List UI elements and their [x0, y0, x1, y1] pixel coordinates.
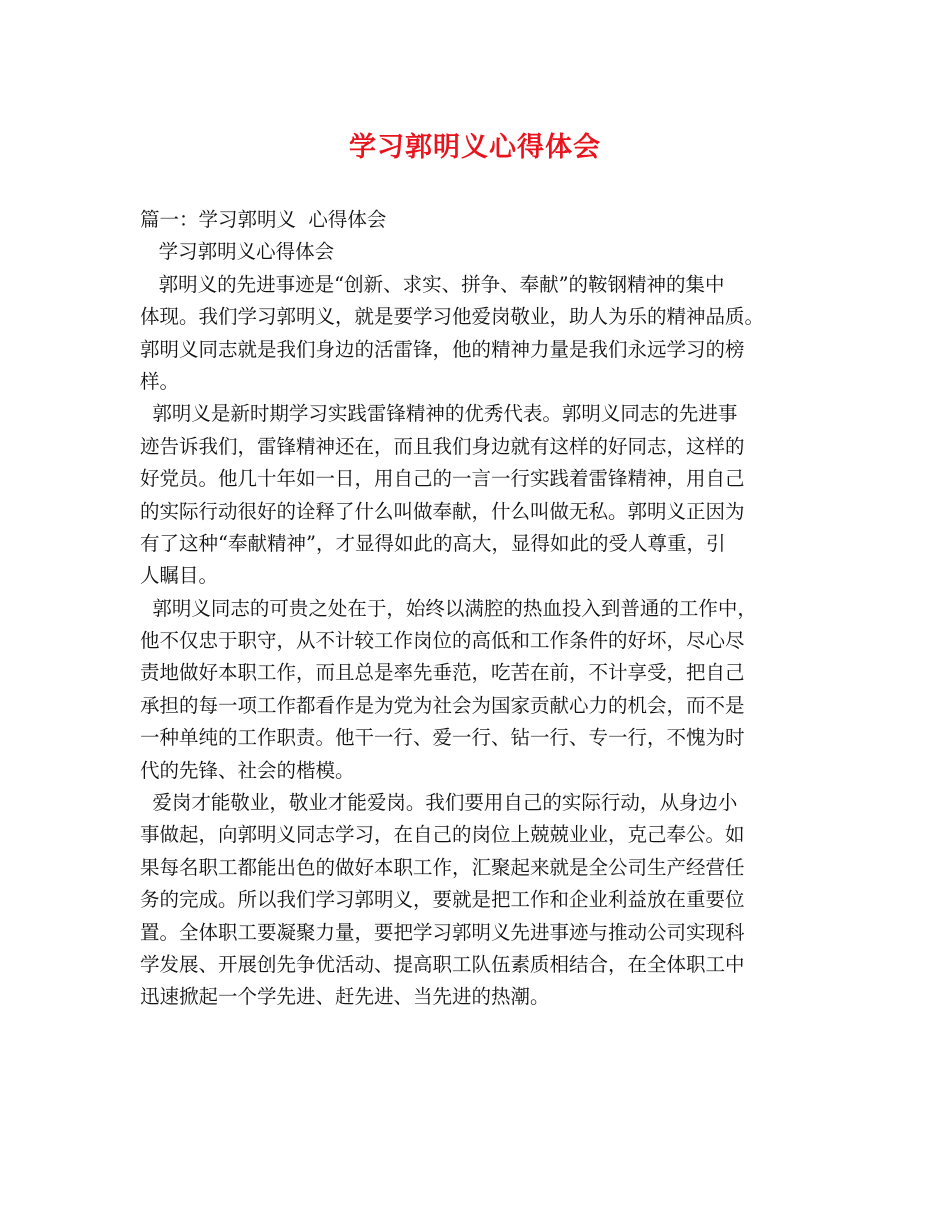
body-line: 郭明义的先进事迹是“创新、求实、拼争、奉献”的鞍钢精神的集中 [140, 272, 725, 296]
body-line: 他不仅忠于职守，从不计较工作岗位的高低和工作条件的好坏，尽心尽 [140, 629, 745, 653]
body-line: 样。 [140, 369, 180, 393]
body-line: 郭明义同志就是我们身边的活雷锋，他的精神力量是我们永远学习的榜 [140, 337, 745, 361]
body-line: 承担的每一项工作都看作是为党为社会为国家贡献心力的机会，而不是 [140, 693, 745, 717]
body-line: 务的完成。所以我们学习郭明义，要就是把工作和企业利益放在重要位 [140, 888, 745, 912]
body-line: 一种单纯的工作职责。他干一行、爱一行、钻一行、专一行，不愧为时 [140, 726, 745, 750]
body-line: 体现。我们学习郭明义，就是要学习他爱岗敬业，助人为乐的精神品质。 [140, 305, 765, 329]
body-line: 果每名职工都能出色的做好本职工作，汇聚起来就是全公司生产经营任 [140, 855, 745, 879]
body-line: 迅速掀起一个学先进、赶先进、当先进的热潮。 [140, 985, 550, 1009]
body-line: 学发展、开展创先争优活动、提高职工队伍素质相结合，在全体职工中 [140, 952, 745, 976]
document-title: 学习郭明义心得体会 [349, 132, 601, 163]
body-line: 郭明义是新时期学习实践雷锋精神的优秀代表。郭明义同志的先进事 [140, 402, 738, 426]
body-line: 迹告诉我们，雷锋精神还在，而且我们身边就有这样的好同志，这样的 [140, 434, 745, 458]
body-line: 的实际行动很好的诠释了什么叫做奉献，什么叫做无私。郭明义正因为 [140, 499, 745, 523]
body-line: 学习郭明义心得体会 [140, 240, 335, 264]
body-line: 好党员。他几十年如一日，用自己的一言一行实践着雷锋精神，用自己 [140, 467, 745, 491]
body-line: 置。全体职工要凝聚力量，要把学习郭明义先进事迹与推动公司实现科 [140, 920, 745, 944]
body-line: 代的先锋、社会的楷模。 [140, 758, 355, 782]
body-line: 人瞩目。 [140, 564, 219, 588]
body-line: 爱岗才能敬业，敬业才能爱岗。我们要用自己的实际行动，从身边小 [140, 791, 738, 815]
document-body [140, 204, 820, 1014]
body-line: 郭明义同志的可贵之处在于，始终以满腔的热血投入到普通的工作中， [140, 596, 757, 620]
body-line: 事做起，向郭明义同志学习，在自己的岗位上兢兢业业，克己奉公。如 [140, 823, 745, 847]
body-line: 责地做好本职工作，而且总是率先垂范，吃苦在前，不计享受，把自己 [140, 661, 745, 685]
body-line: 有了这种“奉献精神”，才显得如此的高大，显得如此的受人尊重，引 [140, 531, 726, 555]
body-line: 篇一：学习郭明义 心得体会 [140, 208, 387, 231]
